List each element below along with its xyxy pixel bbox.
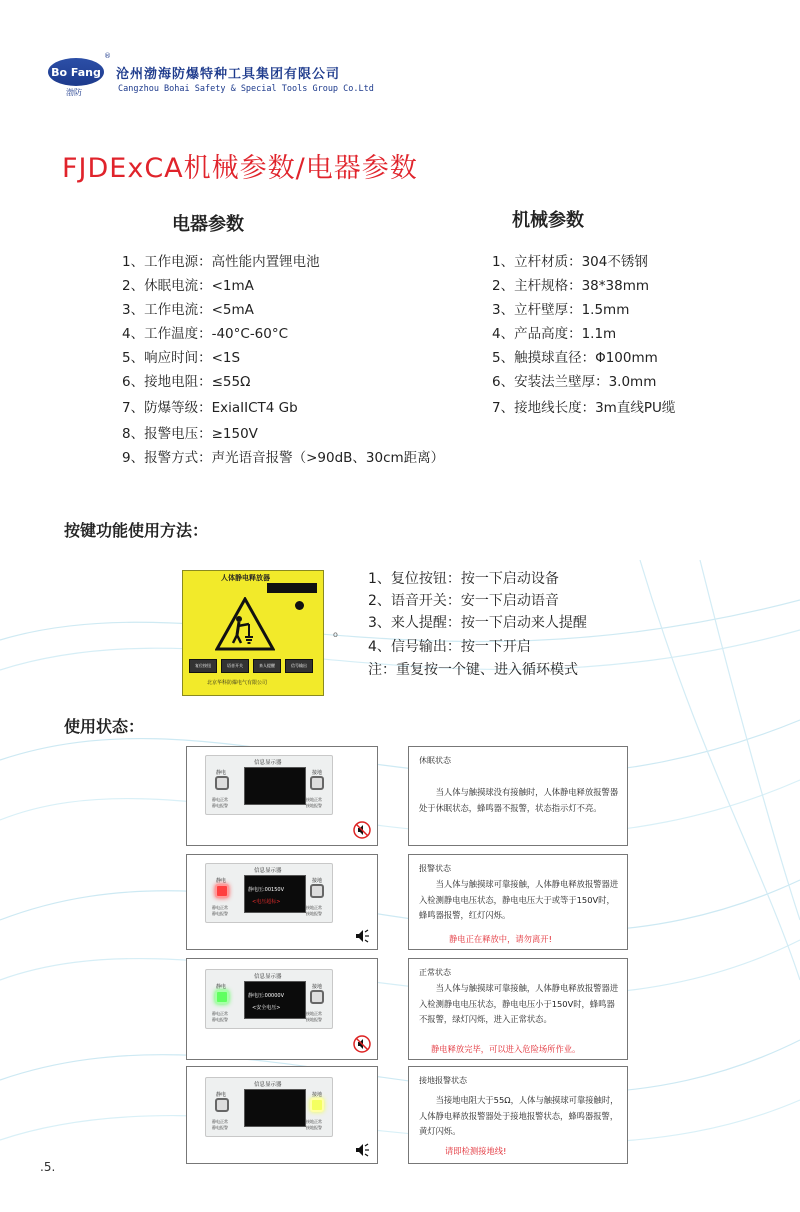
device-legend-right [306,905,322,917]
list-item: 5、响应时间：<1S [122,350,241,366]
device-ground-alarm-image [186,1066,378,1164]
panel-reset-button: 复位按钮 [189,659,217,673]
screen-line-2: <安全电压> [252,1005,281,1011]
device-panel [205,755,333,815]
device-title: 信息显示器 [254,974,282,980]
list-item: 7、防爆等级：ExiaIICT4 Gb [122,400,298,416]
state-warning: 静电正在释放中，请勿离开! [449,934,552,944]
list-item: 2、语音开关：安一下启动语音 [368,593,559,609]
device-label-ground: 接地 [312,984,323,990]
device-normal-image [186,958,378,1060]
list-item: 3、立杆壁厚：1.5mm [492,302,630,318]
device-title: 信息显示器 [254,760,282,766]
legend-item: 接地正常 [306,1011,322,1016]
company-name-cn: 沧州渤海防爆特种工具集团有限公司 [116,67,341,82]
device-label-static: 静电 [216,984,227,990]
static-indicator-light [215,990,229,1004]
ground-indicator-light [310,884,324,898]
legend-item: 静电正常 [212,1011,228,1016]
list-item: 注：重复按一个键、进入循环模式 [368,662,578,678]
device-title: 信息显示器 [254,868,282,874]
device-legend-right [306,797,322,809]
legend-item: 接地正常 [306,1119,322,1124]
state-title: 正常状态 [419,968,451,977]
device-screen [244,875,306,913]
device-alarm-image [186,854,378,950]
list-item: 5、触摸球直径：Φ100mm [492,350,658,366]
device-legend-left [212,797,228,809]
list-item: 6、安装法兰壁厚：3.0mm [492,374,657,390]
device-label-ground: 接地 [312,1092,323,1098]
legend-item: 接地正常 [306,797,322,802]
mechanical-heading: 机械参数 [512,210,584,231]
list-item: 4、信号输出：按一下开启 [368,639,531,655]
panel-signal-button: 信号输出 [285,659,313,673]
panel-footer: 北京华科防爆电气有限公司 [207,680,268,686]
ground-indicator-light [310,990,324,1004]
device-label-static: 静电 [216,770,227,776]
list-item: 1、工作电源：高性能内置锂电池 [122,254,320,270]
device-panel [205,969,333,1029]
list-item: 4、产品高度：1.1m [492,326,617,342]
screen-line-2: <电压超标> [252,899,281,905]
page-title: FJDExCA机械参数/电器参数 [62,153,418,184]
device-screen [244,1089,306,1127]
state-sleep-description [408,746,628,846]
panel-mark: o [333,630,338,639]
warning-triangle-icon [215,597,275,651]
panel-voice-button: 语音开关 [221,659,249,673]
static-indicator-light [215,776,229,790]
state-body: 当人体与触摸球没有接触时，人体静电释放报警器处于休眠状态，蜂鸣器不报警，状态指示灯不亮。 [419,787,619,813]
speaker-icon [353,927,371,945]
ground-indicator-light [310,1098,324,1112]
state-alarm-description [408,854,628,950]
panel-visitor-button: 来人提醒 [253,659,281,673]
usage-heading: 使用状态： [64,717,145,736]
electrical-heading: 电器参数 [172,214,244,235]
list-item: 9、报警方式：声光语音报警（>90dB、30cm距离） [122,450,445,466]
state-body: 当人体与触摸球可靠接触，人体静电释放报警器进入检测静电电压状态，静电电压小于150V时，蜂鸣器不报警，绿灯闪烁，进入正常状态。 [419,983,619,1024]
legend-item: 接地报警 [306,1017,322,1022]
list-item: 1、立杆材质：304不锈钢 [492,254,648,270]
page-number: .5. [40,1160,56,1174]
screen-line-1: 静电压:00000V [248,993,285,999]
static-indicator-light [215,1098,229,1112]
background-waves [0,560,800,1212]
device-legend-left [212,1011,228,1023]
logo-subtitle: 渤防 [66,88,82,97]
company-logo [48,58,104,86]
device-legend-right [306,1119,322,1131]
device-screen [244,767,306,805]
ground-indicator-light [310,776,324,790]
list-item: 3、来人提醒：按一下启动来人提醒 [368,615,587,631]
state-normal-description [408,958,628,1060]
keys-heading: 按键功能使用方法： [64,521,209,540]
list-item: 6、接地电阻：≤55Ω [122,374,251,390]
muted-speaker-icon [353,1035,371,1053]
state-body: 当接地电阻大于55Ω，人体与触摸球可靠接触时，人体静电释放报警器处于接地报警状态，蜂鸣器报警，黄灯闪烁。 [419,1095,619,1136]
state-ground-alarm-description [408,1066,628,1164]
device-label-static: 静电 [216,878,227,884]
company-name-en: Cangzhou Bohai Safety & Special Tools Group Co.Ltd [118,84,374,94]
legend-item: 接地报警 [306,1125,322,1130]
legend-item: 静电报警 [212,1125,228,1130]
control-panel-image [182,570,324,696]
device-sleep-image [186,746,378,846]
legend-item: 静电报警 [212,911,228,916]
device-legend-left [212,905,228,917]
state-warning: 静电释放完毕，可以进入危险场所作业。 [431,1044,581,1054]
panel-indicator-dot [295,601,304,610]
legend-item: 静电正常 [212,1119,228,1124]
list-item: 1、复位按钮：按一下启动设备 [368,571,559,587]
static-indicator-light [215,884,229,898]
speaker-icon [353,1141,371,1159]
state-warning: 请即检测接地线! [445,1146,507,1156]
device-title: 信息显示器 [254,1082,282,1088]
panel-title: 人体静电释放器 [221,574,270,582]
list-item: 7、接地线长度：3m直线PU缆 [492,400,676,416]
device-legend-left [212,1119,228,1131]
device-label-ground: 接地 [312,878,323,884]
legend-item: 接地正常 [306,905,322,910]
logo-text: Bo Fang [51,65,101,79]
legend-item: 接地报警 [306,803,322,808]
device-screen [244,981,306,1019]
list-item: 2、休眠电流：<1mA [122,278,254,294]
list-item: 4、工作温度：-40°C-60°C [122,326,289,342]
legend-item: 静电报警 [212,1017,228,1022]
state-title: 接地报警状态 [419,1076,467,1085]
device-label-static: 静电 [216,1092,227,1098]
logo-registered-mark: ® [104,52,111,60]
muted-speaker-icon [353,821,371,839]
device-panel [205,863,333,923]
device-legend-right [306,1011,322,1023]
device-label-ground: 接地 [312,770,323,776]
state-title: 报警状态 [419,864,451,873]
legend-item: 接地报警 [306,911,322,916]
list-item: 3、工作电流：<5mA [122,302,254,318]
legend-item: 静电报警 [212,803,228,808]
list-item: 8、报警电压：≥150V [122,426,258,442]
panel-screen [267,583,317,593]
legend-item: 静电正常 [212,797,228,802]
state-title: 休眠状态 [419,756,451,765]
screen-line-1: 静电压:00150V [248,887,285,893]
list-item: 2、主杆规格：38*38mm [492,278,649,294]
legend-item: 静电正常 [212,905,228,910]
state-body: 当人体与触摸球可靠接触，人体静电释放报警器进入检测静电电压状态，静电电压大于或等于150V时，蜂鸣器报警，红灯闪烁。 [419,879,619,920]
device-panel [205,1077,333,1137]
